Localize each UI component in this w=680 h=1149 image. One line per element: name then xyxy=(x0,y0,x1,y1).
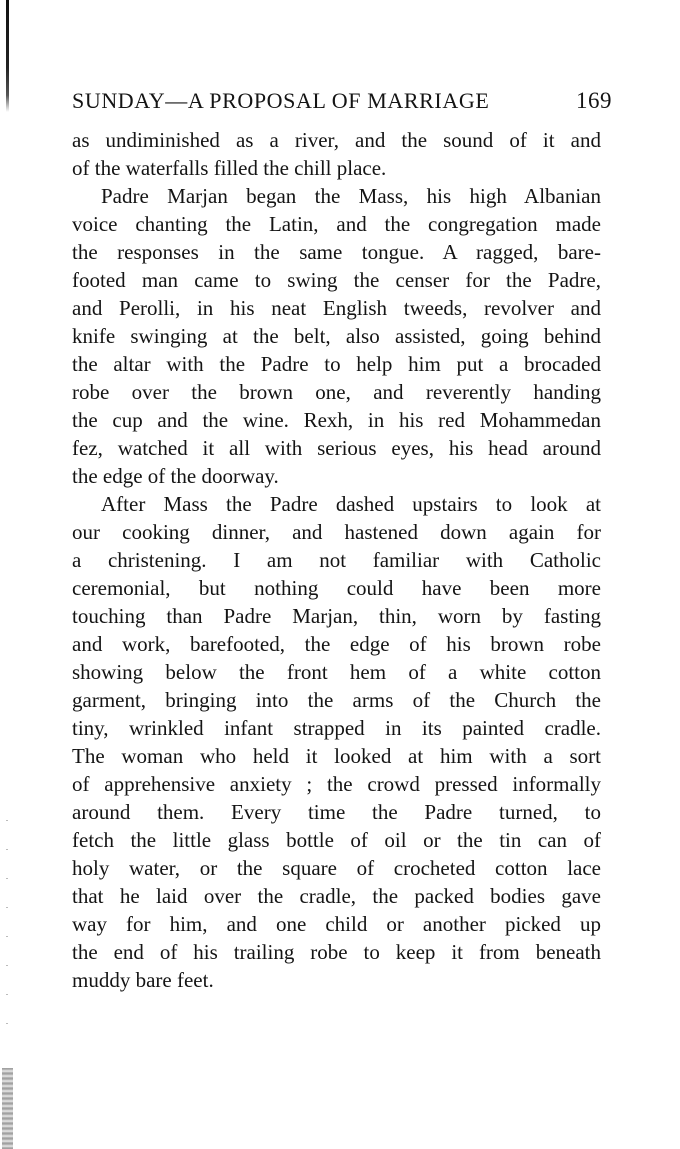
body-text xyxy=(72,126,601,994)
text-line: of apprehensive anxiety ; the crowd pressed informally xyxy=(72,772,601,796)
page-number: 169 xyxy=(576,88,612,113)
text-line: holy water, or the square of crocheted cotton lace xyxy=(72,856,601,880)
scan-edge-mark-bottom xyxy=(2,1068,13,1149)
text-line: touching than Padre Marjan, thin, worn by fasting xyxy=(72,604,601,628)
text-line: footed man came to swing the censer for the Padre, xyxy=(72,268,601,292)
scan-edge-mark-top xyxy=(6,0,9,112)
scan-edge-specks xyxy=(6,820,8,1050)
running-title: SUNDAY—A PROPOSAL OF MARRIAGE xyxy=(72,88,490,113)
text-line: the edge of the doorway. xyxy=(72,464,279,488)
text-line: voice chanting the Latin, and the congregation made xyxy=(72,212,601,236)
text-line: showing below the front hem of a white cotton xyxy=(72,660,601,684)
text-line: The woman who held it looked at him with a sort xyxy=(72,744,601,768)
text-line: of the waterfalls filled the chill place. xyxy=(72,156,387,180)
text-line: fez, watched it all with serious eyes, his head around xyxy=(72,436,601,460)
text-line: the cup and the wine. Rexh, in his red Mohammedan xyxy=(72,408,601,432)
text-line: robe over the brown one, and reverently handing xyxy=(72,380,601,404)
text-line: muddy bare feet. xyxy=(72,968,214,992)
text-line: that he laid over the cradle, the packed bodies gave xyxy=(72,884,601,908)
text-line: around them. Every time the Padre turned, to xyxy=(72,800,601,824)
text-line: Padre Marjan began the Mass, his high Albanian xyxy=(101,184,601,208)
text-line: tiny, wrinkled infant strapped in its painted cradle. xyxy=(72,716,601,740)
text-line: the altar with the Padre to help him put a brocaded xyxy=(72,352,601,376)
text-line: our cooking dinner, and hastened down again for xyxy=(72,520,601,544)
running-head xyxy=(72,88,612,122)
text-line: fetch the little glass bottle of oil or the tin can of xyxy=(72,828,601,852)
text-line: the responses in the same tongue. A ragged, bare- xyxy=(72,240,601,264)
text-line: way for him, and one child or another picked up xyxy=(72,912,601,936)
text-line: and work, barefooted, the edge of his brown robe xyxy=(72,632,601,656)
text-line: a christening. I am not familiar with Catholic xyxy=(72,548,601,572)
text-line: the end of his trailing robe to keep it from beneath xyxy=(72,940,601,964)
text-line: knife swinging at the belt, also assisted, going behind xyxy=(72,324,601,348)
text-line: as undiminished as a river, and the sound of it and xyxy=(72,128,601,152)
text-line: garment, bringing into the arms of the Church the xyxy=(72,688,601,712)
text-line: ceremonial, but nothing could have been more xyxy=(72,576,601,600)
text-line: After Mass the Padre dashed upstairs to look at xyxy=(101,492,601,516)
text-line: and Perolli, in his neat English tweeds, revolver and xyxy=(72,296,601,320)
